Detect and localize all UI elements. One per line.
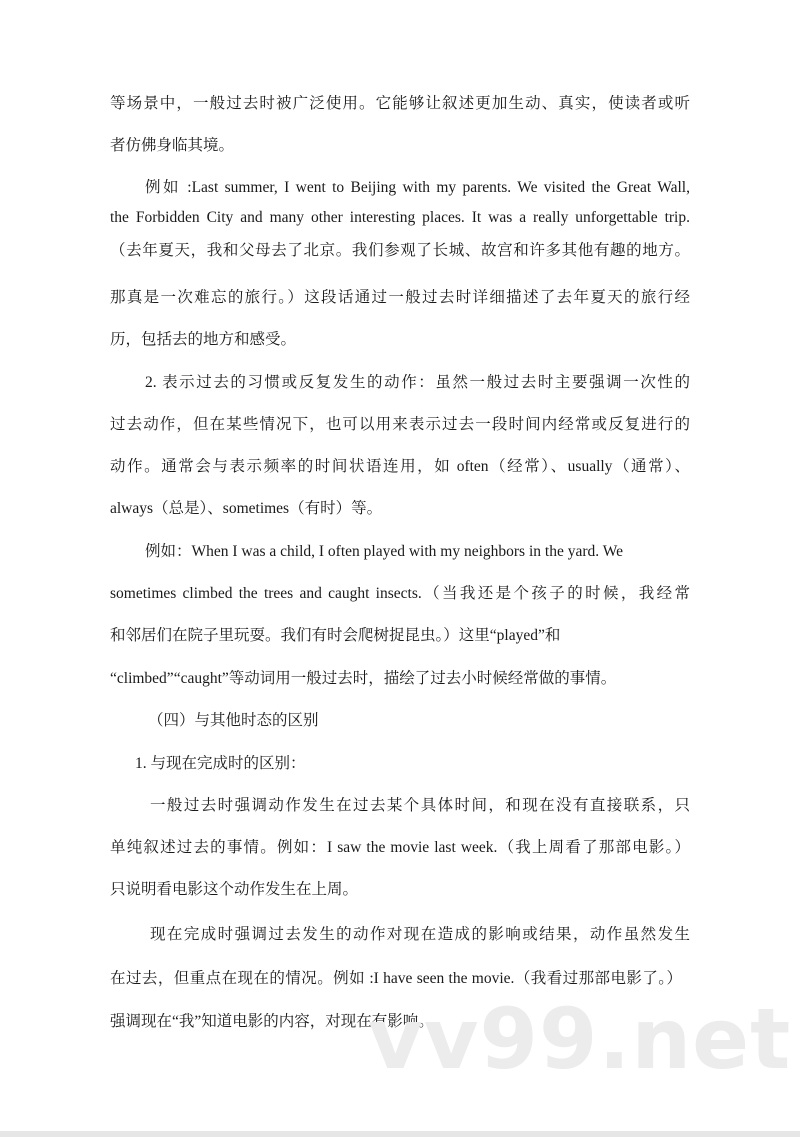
page-bottom-border [0,1131,800,1137]
text-line: 在过去，但重点在现在的情况。例如 :I have seen the movie.（我看过那部电影了。） [110,970,682,987]
text-line: 例如：When I was a child, I often played with my neighbors in the yard. We [145,543,623,560]
text-line: 过去动作，但在某些情况下，也可以用来表示过去一段时间内经常或反复进行的 [110,416,690,433]
text-line: always（总是）、sometimes（有时）等。 [110,500,383,517]
text-line: 等场景中，一般过去时被广泛使用。它能够让叙述更加生动、真实，使读者或听 [110,95,690,112]
text-line: 历，包括去的地方和感受。 [110,331,297,348]
text-line: sometimes climbed the trees and caught insects.（当我还是个孩子的时候，我经常 [110,585,690,602]
text-line: 动作。通常会与表示频率的时间状语连用，如 often（经常）、usually（通常）、 [110,458,690,475]
text-line: 单纯叙述过去的事情。例如：I saw the movie last week.（我上周看了那部电影。） [110,839,690,856]
text-line: 者仿佛身临其境。 [110,137,235,154]
text-line: 和邻居们在院子里玩耍。我们有时会爬树捉昆虫。）这里“played”和 [110,627,561,644]
section-heading: （四）与其他时态的区别 [148,712,319,729]
text-line: 一般过去时强调动作发生在过去某个具体时间，和现在没有直接联系，只 [150,797,690,814]
text-line: （去年夏天，我和父母去了北京。我们参观了长城、故宫和许多其他有趣的地方。 [110,242,690,259]
list-item-heading: 2. 表示过去的习惯或反复发生的动作：虽然一般过去时主要强调一次性的 [145,374,690,391]
subsection-heading: 1. 与现在完成时的区别： [135,755,306,772]
text-line: 例如 :Last summer, I went to Beijing with my parents. We visited the Great Wall, [145,179,690,196]
text-line: 现在完成时强调过去发生的动作对现在造成的影响或结果，动作虽然发生 [150,926,690,943]
text-line: 强调现在“我”知道电影的内容，对现在有影响。 [110,1013,434,1030]
text-line: the Forbidden City and many other interesting places. It was a really unforgettable trip. [110,209,690,226]
text-line: “climbed”“caught”等动词用一般过去时，描绘了过去小时候经常做的事情。 [110,670,617,687]
watermark: vv99.net [368,990,792,1088]
text-line: 只说明看电影这个动作发生在上周。 [110,881,359,898]
text-line: 那真是一次难忘的旅行。）这段话通过一般过去时详细描述了去年夏天的旅行经 [110,289,690,306]
